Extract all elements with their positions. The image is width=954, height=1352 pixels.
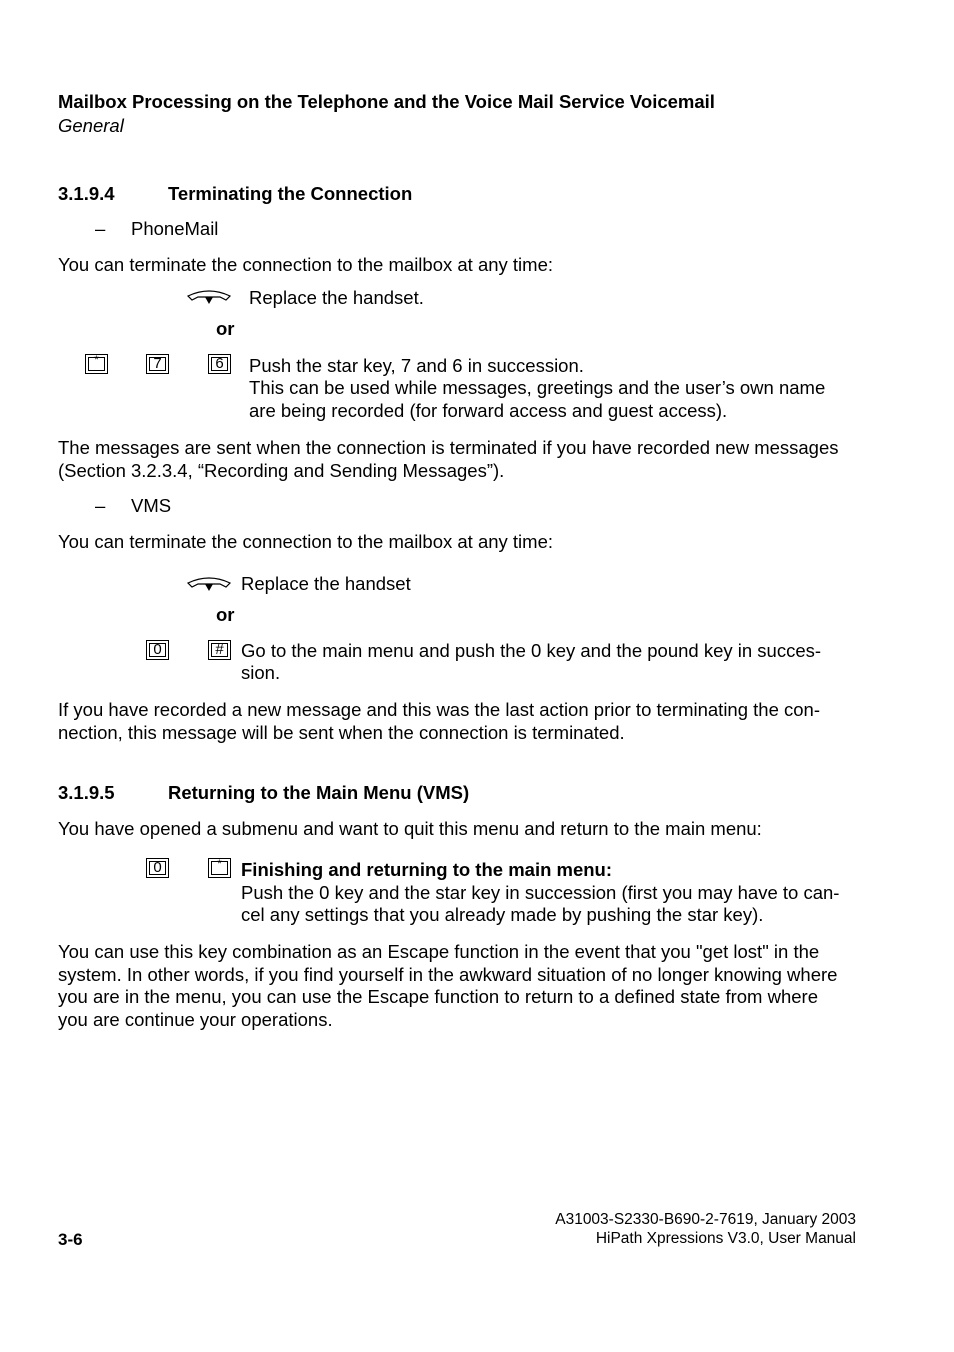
star-key-icon: * bbox=[208, 858, 231, 878]
note-line1: The messages are sent when the connection is terminated if you have recorded new messages bbox=[58, 437, 839, 458]
list-dash: – bbox=[95, 495, 106, 516]
step-text-line2: cel any settings that you already made by pushing the star key). bbox=[241, 904, 764, 925]
section-title: Terminating the Connection bbox=[168, 183, 413, 204]
step-star-76-line3: are being recorded (for forward access and guest access). bbox=[249, 400, 728, 421]
step-replace-handset: Replace the handset bbox=[241, 573, 411, 594]
step-replace-handset: Replace the handset. bbox=[249, 287, 424, 308]
footer-doc-id: A31003-S2330-B690-2-7619, January 2003 bbox=[555, 1211, 856, 1228]
intro-text: You have opened a submenu and want to quit this menu and return to the main menu: bbox=[58, 818, 762, 839]
or-label: or bbox=[216, 604, 235, 625]
pound-key-icon: # bbox=[208, 640, 231, 660]
list-item-vms: VMS bbox=[131, 495, 172, 516]
paragraph-line1: You can use this key combination as an Escape function in the event that you "get lost" in the bbox=[58, 941, 820, 962]
note-line1: If you have recorded a new message and this was the last action prior to terminating the con- bbox=[58, 699, 820, 720]
paragraph-line3: you are in the menu, you can use the Escape function to return to a defined state from where bbox=[58, 986, 818, 1007]
page-header-subtitle: General bbox=[58, 115, 124, 136]
section-number: 3.1.9.4 bbox=[58, 183, 115, 204]
step-star-76-line2: This can be used while messages, greetings and the user’s own name bbox=[249, 377, 826, 398]
intro-text: You can terminate the connection to the mailbox at any time: bbox=[58, 254, 554, 275]
note-line2: (Section 3.2.3.4, “Recording and Sending Messages”). bbox=[58, 460, 505, 481]
page-number: 3-6 bbox=[58, 1230, 83, 1249]
footer-manual: HiPath Xpressions V3.0, User Manual bbox=[595, 1230, 856, 1247]
step-star-76-line1: Push the star key, 7 and 6 in succession. bbox=[249, 355, 584, 376]
section-number: 3.1.9.5 bbox=[58, 782, 115, 803]
section-title: Returning to the Main Menu (VMS) bbox=[168, 782, 470, 803]
zero-key-icon: 0 bbox=[146, 640, 169, 660]
intro-text: You can terminate the connection to the mailbox at any time: bbox=[58, 531, 554, 552]
paragraph-line4: you are continue your operations. bbox=[58, 1009, 333, 1030]
handset-icon bbox=[186, 288, 232, 306]
step-text-line1: Push the 0 key and the star key in succession (first you may have to can- bbox=[241, 882, 840, 903]
step-zero-pound-line2: sion. bbox=[241, 662, 281, 683]
zero-key-icon: 0 bbox=[146, 858, 169, 878]
list-item-phonemail: PhoneMail bbox=[131, 218, 219, 239]
paragraph-line2: system. In other words, if you find yourself in the awkward situation of no longer knowing where bbox=[58, 964, 838, 985]
note-line2: nection, this message will be sent when the connection is terminated. bbox=[58, 722, 625, 743]
seven-key-icon: 7 bbox=[146, 354, 169, 374]
page-header-title: Mailbox Processing on the Telephone and the Voice Mail Service Voicemail bbox=[58, 91, 715, 112]
step-zero-pound-line1: Go to the main menu and push the 0 key and the pound key in succes- bbox=[241, 640, 822, 661]
handset-icon bbox=[186, 575, 232, 593]
six-key-icon: 6 bbox=[208, 354, 231, 374]
step-title: Finishing and returning to the main menu: bbox=[241, 859, 613, 880]
or-label: or bbox=[216, 318, 235, 339]
list-dash: – bbox=[95, 218, 106, 239]
star-key-icon: * bbox=[85, 354, 108, 374]
